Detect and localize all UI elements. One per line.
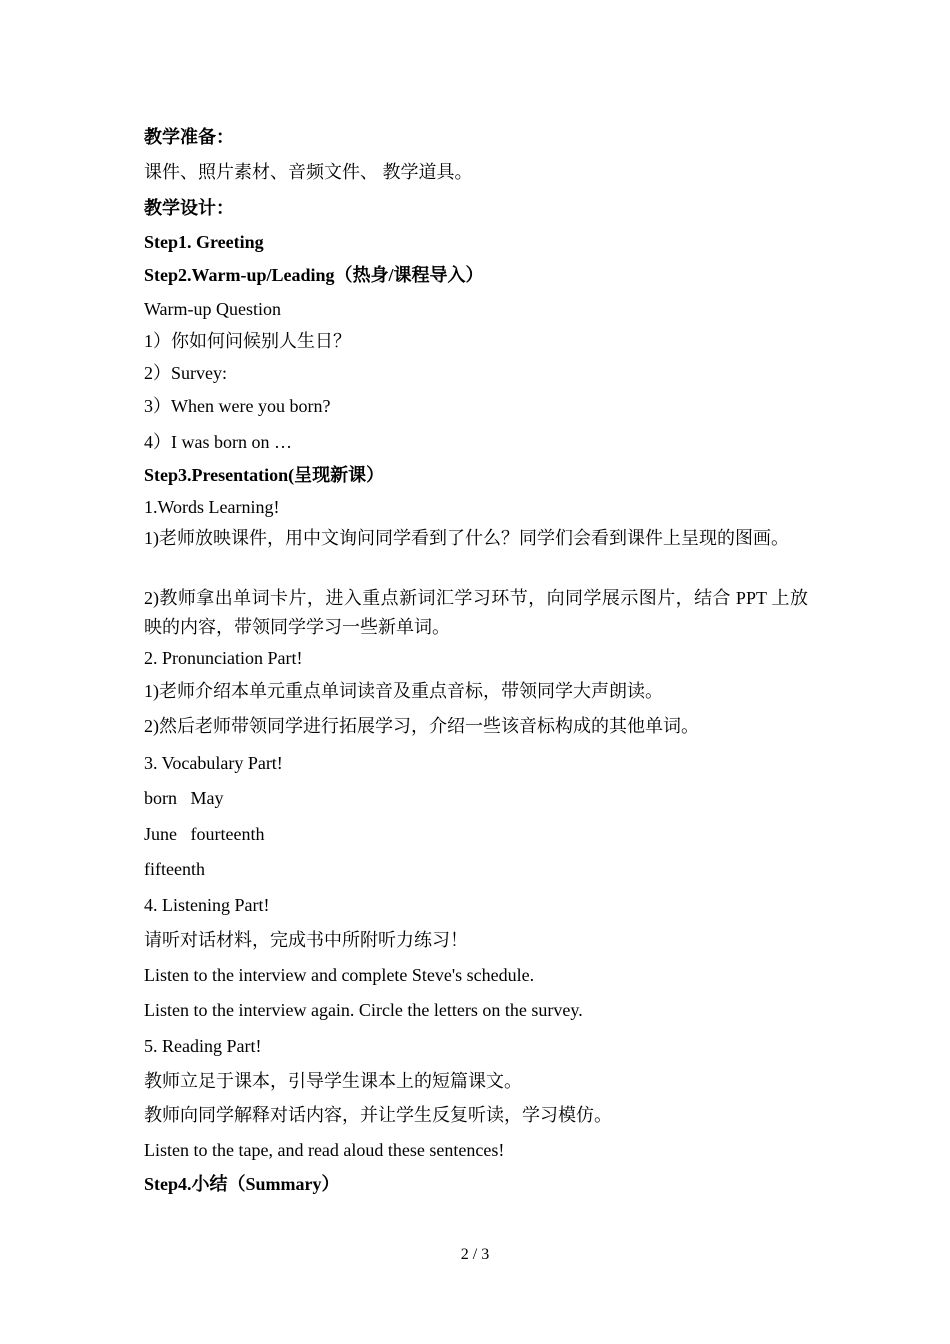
step4-heading: Step4.小结（Summary） xyxy=(144,1174,340,1194)
warmup-question: Warm-up Question xyxy=(144,299,282,319)
words-learning-para-2: 2)教师拿出单词卡片，进入重点新词汇学习环节，向同学展示图片，结合 PPT 上放映的内容，带领同学学习一些新单词。 xyxy=(144,588,808,637)
vocabulary-heading: 3. Vocabulary Part! xyxy=(144,753,283,773)
heading-design: 教学设计： xyxy=(144,198,234,218)
pronunciation-para-1: 1)老师介绍本单元重点单词读音及重点音标，带领同学大声朗读。 xyxy=(144,681,663,701)
heading-preparation: 教学准备： xyxy=(144,127,234,147)
list-item-4: 4）I was born on … xyxy=(144,432,292,452)
listening-instruction-1: Listen to the interview and complete Steve's schedule. xyxy=(144,965,535,985)
list-item-1: 1）你如何问候别人生日？ xyxy=(144,331,351,351)
pronunciation-para-2: 2)然后老师带领同学进行拓展学习，介绍一些该音标构成的其他单词。 xyxy=(144,716,699,736)
list-item-2: 2）Survey: xyxy=(144,363,227,383)
listening-instruction-cn: 请听对话材料，完成书中所附听力练习！ xyxy=(144,930,468,950)
reading-heading: 5. Reading Part! xyxy=(144,1036,262,1056)
words-learning-heading: 1.Words Learning! xyxy=(144,497,280,517)
vocabulary-words-2: June fourteenth xyxy=(144,824,265,844)
pronunciation-heading: 2. Pronunciation Part! xyxy=(144,648,303,668)
vocabulary-words-3: fifteenth xyxy=(144,859,205,879)
listening-instruction-2: Listen to the interview again. Circle the letters on the survey. xyxy=(144,1000,583,1020)
listening-heading: 4. Listening Part! xyxy=(144,895,270,915)
reading-para-2: 教师向同学解释对话内容，并让学生反复听读，学习模仿。 xyxy=(144,1105,612,1125)
list-item-3: 3）When were you born? xyxy=(144,396,331,416)
page-number: 2 / 3 xyxy=(460,1246,490,1263)
reading-para-1: 教师立足于课本，引导学生课本上的短篇课文。 xyxy=(144,1071,522,1091)
vocabulary-words-1: born May xyxy=(144,788,224,808)
words-learning-para-1: 1)老师放映课件，用中文询问同学看到了什么？同学们会看到课件上呈现的图画。 xyxy=(144,528,789,548)
step2-heading: Step2.Warm-up/Leading（热身/课程导入） xyxy=(144,265,484,285)
step1-heading: Step1. Greeting xyxy=(144,232,264,252)
preparation-text: 课件、照片素材、音频文件、 教学道具。 xyxy=(144,162,473,182)
step3-heading: Step3.Presentation(呈现新课） xyxy=(144,465,385,485)
reading-para-3: Listen to the tape, and read aloud these sentences! xyxy=(144,1140,505,1160)
